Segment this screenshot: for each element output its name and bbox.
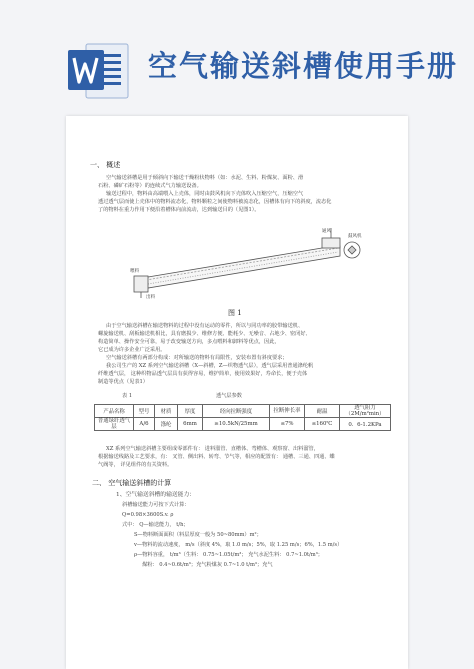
figure-caption: 图 1 [228, 309, 242, 317]
paragraph-line: 气阀等， 详见组件的有关资料。 [98, 462, 173, 468]
paragraph-line: 构造简单、操作安全可靠，易于改变输送方向，多点喂料和卸料等优点，因此， [98, 339, 280, 345]
paragraph-line: 输送过程中，物料由高端喂入上壳体，同时由鼓风机向下壳体吹入压缩空气，压缩空气 [106, 191, 304, 197]
table-header-cell: 经向拉断强度 [203, 405, 270, 418]
paragraph-line: 了的物料在重力作用下便沿着槽体向前流动，达到输送目的（见图1）。 [98, 207, 260, 213]
section-2-heading: 二、 空气输送斜槽的计算 [92, 479, 172, 487]
permeable-layer-table [94, 404, 391, 431]
section-1-heading: 一、 概述 [90, 161, 121, 169]
paragraph-line: XZ 系列空气输送斜槽主要组成零部件有： 进料溜管、直槽体、弯槽体、观察窗、出料溜管， [106, 446, 319, 452]
paragraph-line: 透过透气层而使上壳体中的物料流态化，物料颗粒之间使物料被流态化，因槽体有向下的斜度，流态化 [98, 199, 332, 205]
table-caption: 表 1 [122, 393, 133, 399]
paragraph-line: 由于空气输送斜槽在输送物料的过程中没有运动的零件，所以与同功率的胶带输送机、 [106, 323, 304, 329]
page-header [0, 0, 474, 110]
table-title: 透气层参数 [216, 393, 242, 399]
table-cell: A/6 [134, 418, 155, 431]
table-row [95, 418, 391, 431]
table-header-cell: 产品名称 [95, 405, 134, 418]
paragraph-line: 制造等优点（见表1） [98, 379, 148, 385]
air-slide-trough [134, 228, 340, 298]
document-page [66, 116, 408, 669]
table-header-cell: 耐温 [305, 405, 340, 418]
vent-label: 通风 [322, 229, 331, 234]
calc-line: ρ—物料容重， t/m³（生料： 0.75~1.05t/m³； 充气水泥生料： 0.7~1.0t/m³； [134, 552, 323, 558]
feed-label: 喂料 [130, 269, 139, 274]
fan-icon [344, 242, 360, 258]
paragraph-line: 纤维透气层， 这种织物品透气层具有获得容易，维护简单，使用效果好，寿命长，便于壳体 [98, 371, 308, 377]
calc-line: 煤粉： 0.4~0.6t/m³；充气粉煤灰 0.7~1.0 t/m³；充气 [142, 562, 273, 568]
table-cell: ≥10.5kN/25mm [203, 418, 270, 431]
calc-line: v—物料的流动速度， m/s（斜度 4%，取 1.0 m/s；5%，取 1.25 m/s；6%，1.5 m/s） [134, 542, 343, 548]
word-document-icon [66, 40, 130, 102]
air-slide-diagram [126, 220, 366, 300]
fan-label: 鼓风机 [348, 234, 362, 239]
paragraph-line: 空气输送斜槽是用于倾斜向下输送干燥粉状物料（如：水泥、生料、粉煤灰、面粉、滑 [106, 175, 304, 181]
table-header-cell: 型号 [134, 405, 155, 418]
table-cell: 0．6-1.2KPa [340, 418, 391, 431]
table-header-cell: 厚度 [178, 405, 203, 418]
paragraph-line: 石粉、磷矿石粉等）的连续式气力输送设备。 [98, 183, 202, 189]
table-header-cell: 拉断伸长率 [270, 405, 305, 418]
calc-line: 式中： Q—输送能力， t/h； [122, 522, 189, 528]
table-cell: ≤160℃ [305, 418, 340, 431]
table-cell: ≤7% [270, 418, 305, 431]
paragraph-line: 螺旋输送机、刮板输送机相比，具有磨损少、维修方便、能耗少、无噪音、占地少、密闭好、 [98, 331, 311, 337]
table-cell: 6mm [178, 418, 203, 431]
page-title: 空气输送斜槽使用手册 [148, 49, 459, 83]
paragraph-line: 它已成为许多企业广泛采用。 [98, 347, 166, 353]
table-header-row [95, 405, 391, 418]
table-header-cell: 材质 [155, 405, 178, 418]
paragraph-line: 根据输送线路及工艺要求，有： 叉管、侧出料、转弯、节气等，相应的配置有： 通槽、三通、四通、蝶 [98, 454, 335, 460]
table-header-cell: 透气阻力（2M/m²min） [340, 405, 391, 418]
paragraph-line: 空气输送斜槽有两部分构成：对所输送的物料有局限性，安装布置有斜度要求； [106, 355, 288, 361]
table-cell: 普通绿纤透气层 [95, 418, 134, 431]
calc-line: S—物料断面面积（料层厚度一般为 50~80mm）m²； [134, 532, 262, 538]
table-cell: 涤纶 [155, 418, 178, 431]
formula-line: Q=0.98×3600S.v. ρ [122, 512, 174, 518]
calc-line: 斜槽输送能力可按下式计算： [122, 502, 190, 508]
subsection-heading: 1、空气输送斜槽的输送能力： [116, 492, 196, 498]
outlet-label: 出料 [146, 295, 155, 300]
paragraph-line: 我公司生产的 XZ 系列空气输送斜槽（X—斜槽，Z—织物透气层），透气层采用普通涤纶帆 [106, 363, 314, 369]
